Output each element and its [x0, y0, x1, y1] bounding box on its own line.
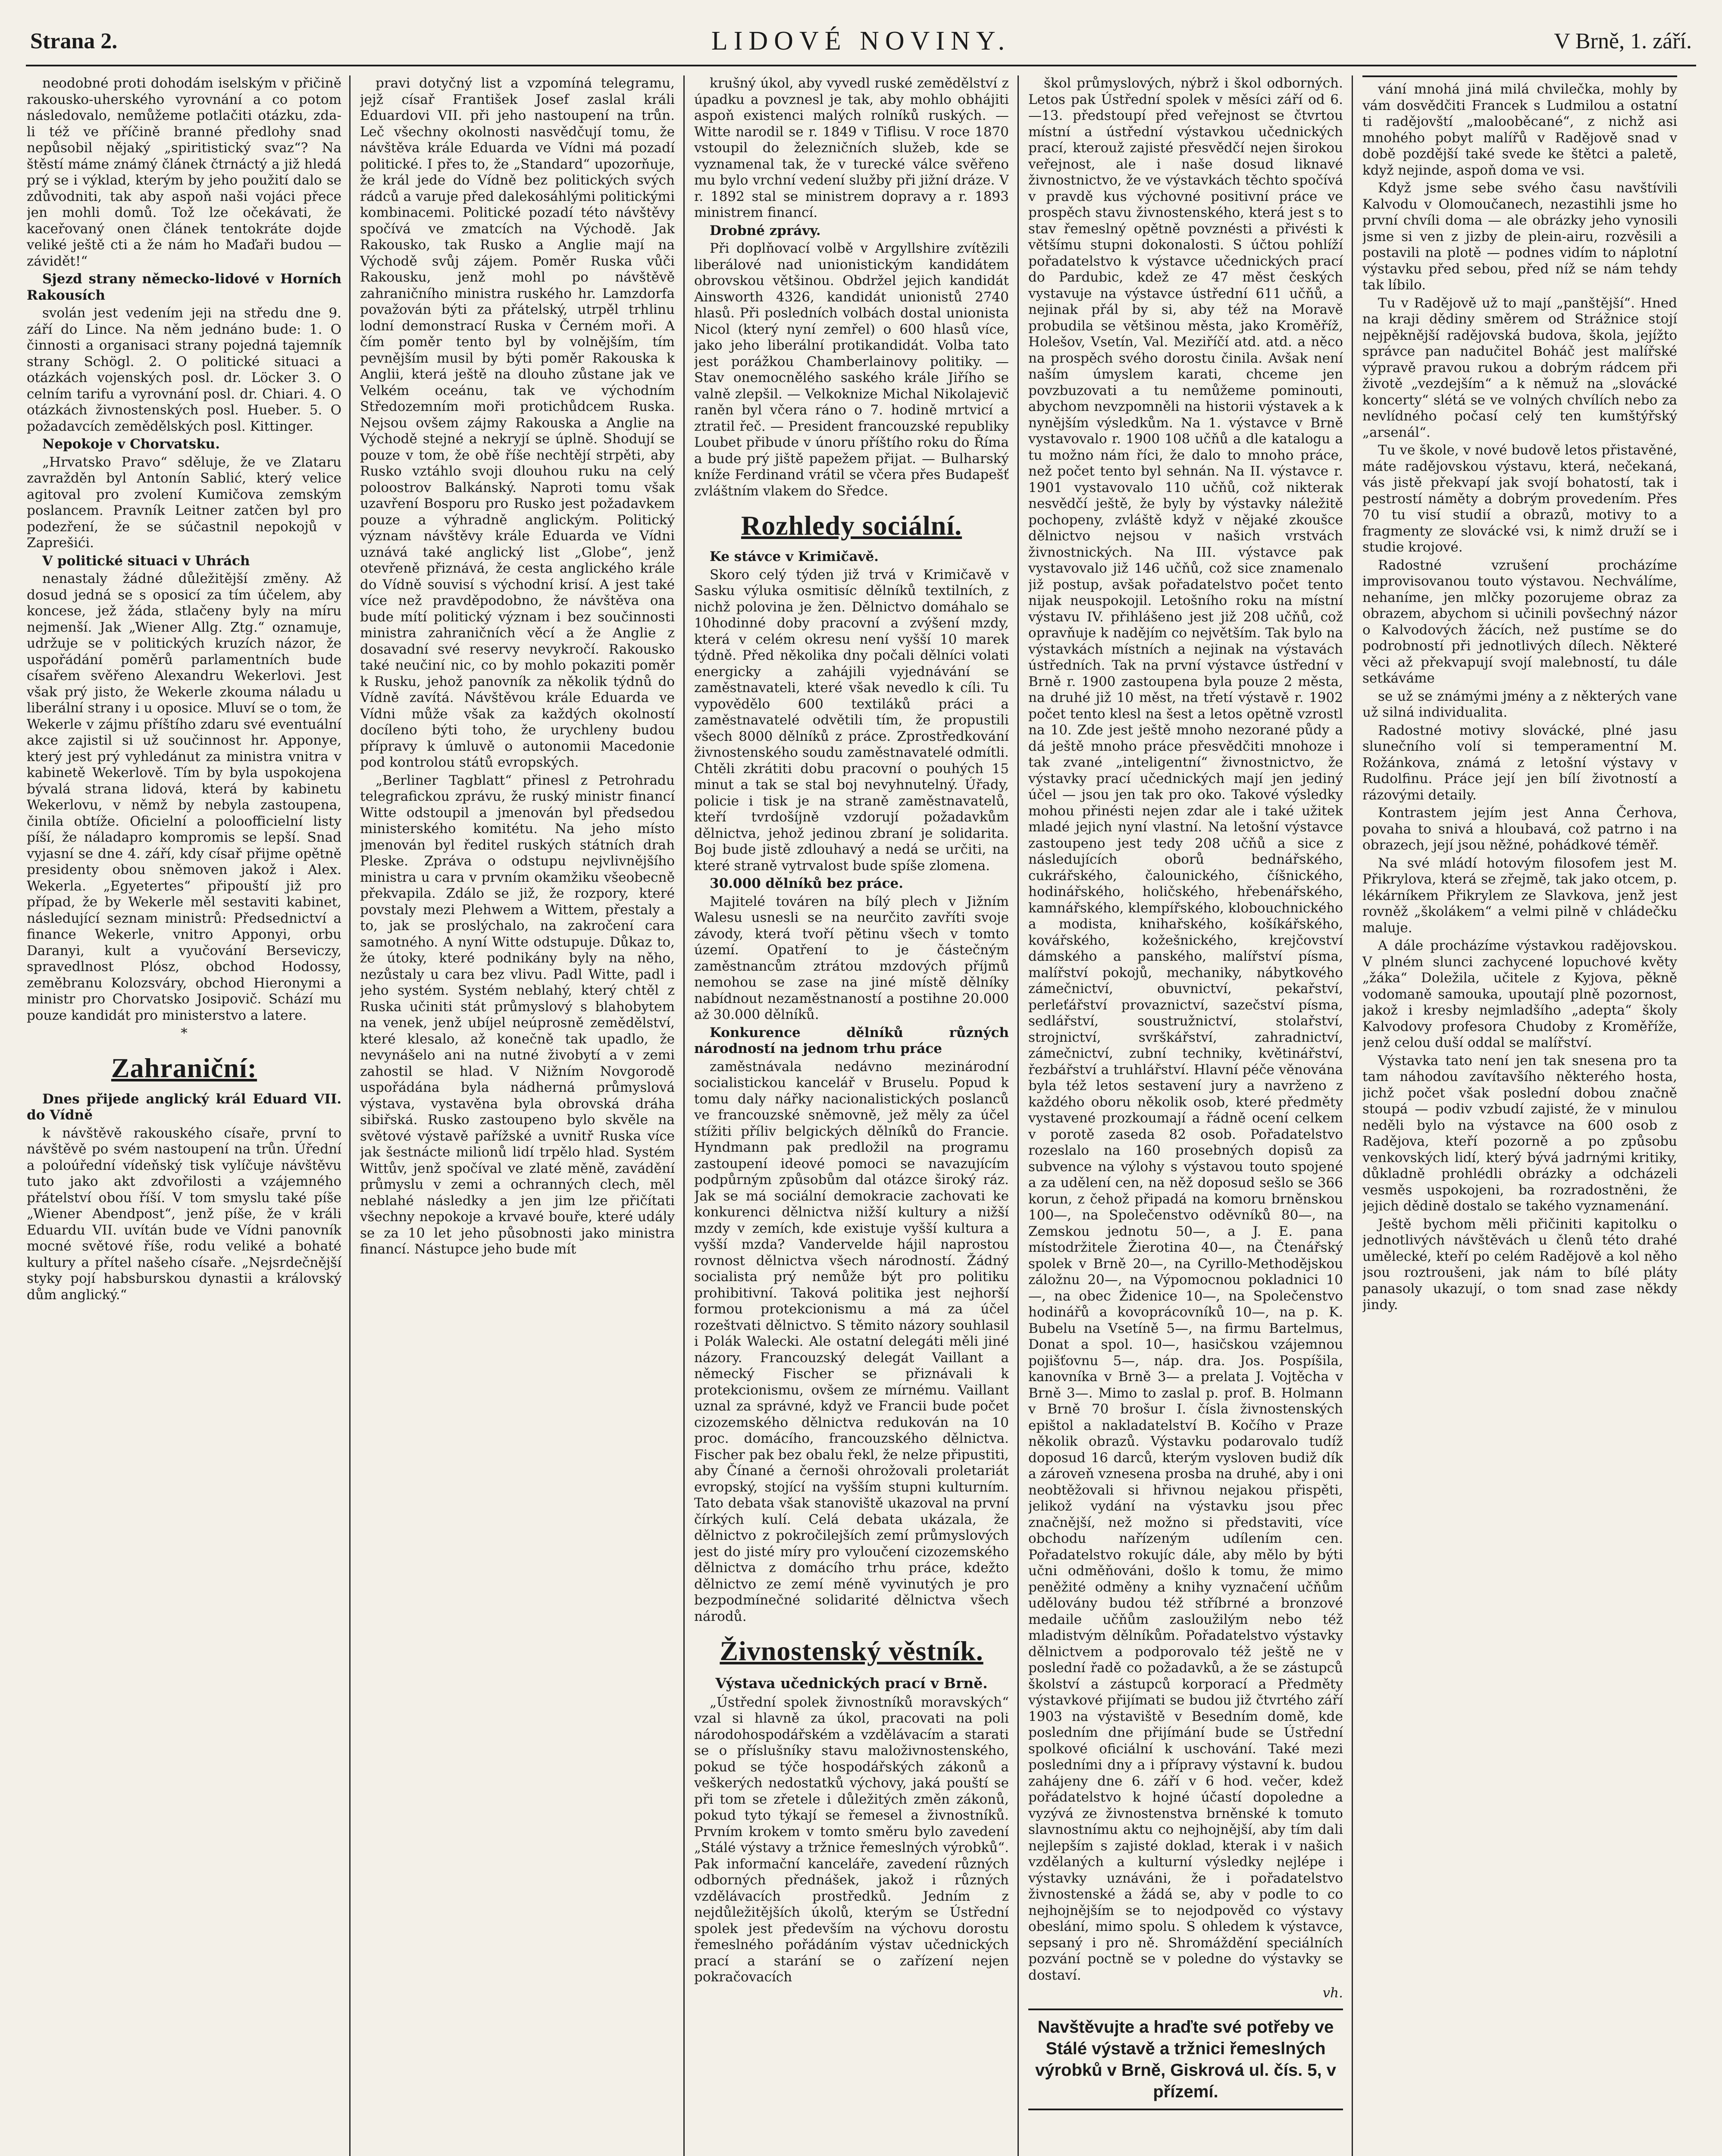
article-text: „Hrvatsko Pravo“ sděluje, že ve Zlataru zavražděn byl Antonín Sablić, který velice agitoval pro zvolení Kumičova zemským poslancem. Pravník Leitner zatčen byl pro podezření, že se súčastnil nepokojů v Zaprešići.: [27, 454, 341, 551]
feuilleton-text: Tu v Radějově už to mají „panštější“. Hned na kraji dědiny směrem od Strážnice stojí nejpěknější radějovská budova, škola, jejížto správce pan nadučitel Boháč jest malířské výpravě pravou rukou a dobrým rádcem při životě „vezdejším“ a k němuž na „slovácké koncerty“ slétá se ve volných chvílích nebo za nevlídného počasí celý ten kumštýřský „arsenál“.: [1362, 295, 1677, 440]
article-headline: Sjezd strany německo-lidové v Horních Rakousích: [27, 271, 341, 303]
section-title-zivnostensky: Živnostenský věstník.: [720, 1636, 983, 1667]
feuilleton-text: Radostné vzrušení procházíme improvisovanou touto výstavou. Nechválíme, nehaníme, jen mlčky pozorujeme obraz za obrazem, abychom si učinili povšechný názor o Kalvodových žácích, než pustíme se do podrobností při jednotlivých dílech. Některé věci až překvapují svojí malebností, tu dále setkáváme: [1362, 557, 1677, 686]
article-text: „Ústřední spolek živnostníků moravských“ vzal si hlavně za úkol, pracovati na poli národohospodářském a vzdělávacím a starati se o příslušníky stavu maloživnostenského, pokud se týče hospodářských zákonů a veškerých nedostatků výchovy, jaká pouští se při tom se zřetele i důležitých změn zákonů, pokud tyto týkají se řemesel a živnostníků. Prvním krokem v tomto směru bylo zavedení „Stálé výstavy a tržnice řemeslných výrobků“. Pak informační kanceláře, zavedení různých odborných přednášek, jakož i různých vzdělávacích prostředků. Jedním z nejdůležitějších úkolů, kterým se Ústřední spolek jest především na výchovu dorostu řemeslného pořádáním výstav učednických prací a starání se o zařízení nejen pokračovacích: [694, 1694, 1009, 1985]
feuilleton-text: Výstavka tato není jen tak snesena pro ta tam náhodou zavítavšího některého hosta, jichž počet však poslední dobou značně stoupá — podiv vzbudí zajisté, že v minulou neděli bylo na výstavce na 600 osob z Radějova, kteří pozorně a po způsobu venkovských lidí, který bývá jadrnými kritiky, důkladně prohlédli obrázky a odcházeli vesměs uspokojeni, ba rozradostněni, že jejich dědině dostalo se takého vyznamenání.: [1362, 1053, 1677, 1214]
article-headline: Drobné zprávy.: [710, 222, 821, 238]
article-text: Majitelé továren na bílý plech v Jižním Walesu usnesli se na neurčito zavříti svoje závody, která tvoří pětinu všech v tomto území. Opatření to je částečným zaměstnancům ztrátou mzdových příjmů nemohou se zase na jiné místě dělníky nabídnout nezaměstnaností a postihne 20.000 až 30.000 dělníků.: [694, 893, 1009, 1023]
column-1: [27, 75, 341, 2156]
article-text: krušný úkol, aby vyvedl ruské zemědělství z úpadku a povznesl je tak, aby mohlo obhájiti aspoň existenci malých rolníků ruských. — Witte narodil se r. 1849 v Tiflisu. V roce 1870 vstoupil do železničních služeb, kde se vyznamenal tak, že v turecké válce svěřeno mu bylo vrchní vedení služby při jižní dráze. V r. 1892 stal se ministrem dopravy a r. 1893 ministrem financí.: [694, 75, 1009, 220]
article-text: škol průmyslových, nýbrž i škol odborných. Letos pak Ústřední spolek v měsíci září od 6.—13. předstoupí před veřejnost se čtvrtou místní a ústřední výstavkou učednických prací, kterouž zajisté přesvědčí nejen širokou veřejnost, ale i naše dosud liknavé živnostnictvo, že ve výstavkách těchto spočívá v pravdě kus výchovné positivní práce ve prospěch stavu živnostenského, která jest s to stav řemeslný opětně povznésti a přivésti k většímu stupni dokonalosti. S účtou pohlíží pořadatelstvo k výstavce učednických prací do Pardubic, kdež ze 47 měst českých vystavuje na výstavce ústřední 611 učňů, a nejinak přál by si, aby též na Moravě probudila se většinou města, jako Kroměříž, Holešov, Vsetín, Val. Meziříčí atd. atd. a něco na prospěch svého dorostu činila. Avšak není naším úmyslem karati, chceme jen povzbuzovati a tu nemůžeme pominouti, abychom nevzpomněli na historii výstavek a k nynějším výsledkům. Na 1. výstavce v Brně vystavovalo r. 1900 108 učňů a dle katalogu a tu možno nám říci, že dalo to mnoho práce, než počet tento byl sehnán. Na II. výstavce r. 1901 vystavovalo 110 učňů, což nikterak nesvědčí ještě, že byly by výstavky náležitě pochopeny, zvláště když v nějaké zkoušce dělnictvo nejsou v našich vrstvách živnostnických. Na III. výstavce pak vystavovalo již 146 učňů, což sice znamenalo již postup, avšak pořadatelstvo počet tento nijak neuspokojil. Letošního roku na místní výstavu IV. přihlášeno jest již 208 učňů, což opravňuje k nadějím co největším. Tak bylo na výstavkách místních a nejinak na výstavách ústředních. Tak na první výstavce ústřední v Brně r. 1900 zastoupena byla pouze 2 města, na druhé již 10 měst, na třetí výstavě r. 1902 počet tento klesl na šest a letos opětně vzrostl na 10. Zde jest ještě mnoho nezorané půdy a dá ještě mnoho práce přesvědčiti mnohoze i tak zvané „inteligentní“ živnostnictvo, že výstavky prací učednických mají jen jediný účel — jsou jen tak pro oko. Takové výsledky mohou přinésti nejen zdar ale i také užitek mladé jejich nyní vlastní. Na letošní výstavce zastoupeno jest tedy 208 učňů a sice z následujících oborů bednářského, cukrářského, čalounického, číšnického, hodinářského, holičského, hřebenářského, kamnářského, klempířského, klobouchnického a modista, knihařského, košíkářského, kovářského, kožešnického, krejčovství dámského a panského, malířství písma, malířství pokojů, mechaniky, nábytkového zámečnictví, obuvnictví, pekařství, perleťářství provaznictví, sazečství písma, sedlářství, soustružnictví, stolařství, strojnictví, svrškářství, zahradnictví, zámečnictví, zubní techniky, květinářství, řezbářství a truhlářství. Hlavní péče věnována byla též letos sestavení jury a navrženo z každého oboru několik osob, které předměty vystavené prozkoumají a řádně ocení celkem v porotě zaseda 82 osob. Pořadatelstvo rozeslalo na 160 prosebných dopisů za subvence na výlohy s výstavou touto spojené a za udělení cen, na něž doposud sešlo se 366 korun, z čehož připadá na komoru brněnskou 100—, na Společenstvo oděvníků 80—, na Zemskou jednotu 50—, a J. E. pana místodržitele Žierotina 40—, na Čtenářský spolek v Brně 20—, na Cyrillo-Methodějskou záložnu 20—, na Výpomocnou pokladnici 10—, na obec Židenice 10—, na Společenstvo hodinářů a kovoprácovníků 10—, na p. K. Bubelu na Vsetíně 5—, na firmu Bartelmus, Donat a spol. 10—, hasičskou vzájemnou pojišťovnu 5—, náp. dra. Jos. Pospíšila, kanovníka v Brně 3— a prelata J. Vojtěcha v Brně 3—. Mimo to zaslal p. prof. B. Holmann v Brně 70 brošur I. čísla živnostenských epištol a nakladatelství B. Kočího v Praze několik obrazů. Výstavku podarovalo tudíž doposud 16 darců, kterým vysloven budiž dík a zároveň vznesena prosba na druhé, aby i oni neobtěžovali si hřivnou nejakou přispěti, jelikož vydání na výstavku jsou přec značnější, než možno si představiti, více obchodu nařízeným udílením cen. Pořadatelstvo rokujíc dále, aby mělo by býti učni odměňováni, došlo k tomu, že mimo peněžité odměny a knihy vyznačení učňům udělovány budou též stříbrné a bronzové medaile učňům zasloužilým nebo též mladistvým dělníkům. Pořadatelstvo výstavky dělnictvem a podporovalo též ještě ne v poslední řadě co požadavků, a že se zástupců školství a zástupců korporací a Předměty výstavkové přijímati se budou již čtvrtého září 1903 na výstaviště v Besedním domě, kde posledním dne přijímání bude se Ústřední spolkové oficiální k uschování. Také mezi posledními dny a i přípravy výstavní k. budou zahájeny dne 6. září v 6 hod. večer, kdež pořádatelstvo k hojné účastí dopoledne a vyzývá ze živnostenstva brněnské k tomuto slavnostnímu aktu co nejhojnější, aby tím dali nejlepším s zajisté doklad, kterak i v našich vzdělaných a kulturní výsledky nejlépe i výstavky uznáváni, že i pořadatelstvo živnostenské a žádá se, aby v podle to co nejhojnějším se to nejodpověd co výstavy obeslání, mimo spolu. S ohledem k výstavce, sepsaný i pro ně. Shromáždění speciálních pozvání poctně se v poledne do výstavky se dostaví.: [1028, 75, 1343, 1983]
feuilleton-text: Radostné motivy slovácké, plné jasu slunečního volí si temperamentní M. Rožánkova, známá z letošní výstavy v Rudolfinu. Práce její jen bílí životností a rázovými detaily.: [1362, 722, 1677, 803]
page-header: [26, 17, 1696, 66]
column-rule: [349, 75, 351, 2156]
newspaper-title: LIDOVÉ NOVINY.: [711, 26, 1011, 56]
column-5-feuilleton: [1362, 75, 1677, 2156]
column-rule: [683, 75, 685, 2156]
column-rule: [1018, 75, 1019, 2156]
article-headline: Konkurence dělníků různých národností na jednom trhu práce: [694, 1025, 1009, 1057]
feuilleton-text: Tu ve škole, v nové budově letos přistavěné, máte radějovskou výstavu, která, nečekaná, vás jistě překvapí jak svojí bohatostí, tak i pestrostí náměty a dobrým provedením. Přes 70 tu visí studií a obrazů, motivy to a fragmenty ze slovácké vsi, k nimž druží se i studie krojové.: [1362, 442, 1677, 555]
article-text: zaměstnávala nedávno mezinárodní socialistickou kancelář v Bruselu. Popud k tomu daly nářky nacionalistických poslanců ve francouzské sněmovně, jež měly za účel stížiti příliv belgických dělníků do Francie. Hyndmann pak predložil na programu zastoupení ideové pomoci se navazujícím podpůrným způsobům dal otázce široký ráz. Jak se má sociální demokracie zachovati ke konkurenci dělnictva nižší kultury a nižší mzdy v zemích, kde existuje vyšší kultura a vyšší mzda? Vandervelde hájil naprostou rovnost dělnictva všech národností. Žádný socialista prý nemůže být pro politiku prohibitivní. Taková politika jest nejhorší formou protekcionismu a má za účel rozeštvati dělnictvo. S těmito názory souhlasil i Polák Walecki. Ale ostatní delegáti měli jiné názory. Francouzský delegát Vaillant a německý Fischer se přiznávali k protekcionismu, ovšem ze mírnému. Vaillant uznal za správné, když ve Francii bude počet cizozemského dělnictva redukován na 10 proc. domácího, francouzského dělnictva. Fischer pak bez obalu řekl, že nelze připustiti, aby Čínané a černoši ohrožovali proletariát evropský, stojící na vyšším stupni kulturním. Tato debata však stanoviště ukazoval na první čírkých kulí. Celá debata ukázala, že dělnictvo z pokročilejších zemí průmyslových jest do jisté míry pro vyloučení cizozemského dělnictva z domácího trhu práce, kdežto dělnictvo ze zemí méně vyvinutých je pro bezpodmínečné solidarité dělnictva všech národů.: [694, 1059, 1009, 1624]
feuilleton-text: Kontrastem jejím jest Anna Čerhova, povaha to snivá a hloubavá, což patrno i na obrazech, její jsou něžné, pohádkové téměř.: [1362, 805, 1677, 853]
author-signature: vh.: [1322, 1985, 1343, 2001]
article-headline: 30.000 dělníků bez práce.: [710, 876, 904, 892]
article-headline: V politické situaci v Uhrách: [42, 553, 250, 569]
section-title-rozhledy: Rozhledy sociální.: [741, 510, 962, 541]
dateline: V Brně, 1. září.: [1554, 29, 1692, 53]
article-text: pravi dotyčný list a vzpomíná telegramu, jejž císař František Josef zaslal králi Eduardovi VII. při jeho nastoupení na trůn. Leč všechny okolnosti nasvědčují tomu, že návštěva krále Eduarda ve Vídni má pozadí politické. I přes to, že „Standard“ upozorňuje, že král jede do Vídně bez politických svých rádců a varuje před dalekosáhlými politickými kombinacemi. Politické pozadí této návštěvy spočívá ve zmatcích na Východě. Jak Rakousko, tak Rusko a Anglie mají na Východě svůj zájem. Poměr Ruska vůči Rakousku, jenž mohl po návštěvě zahraničního ministra ruského hr. Lamzdorfa považován býti za přátelský, utrpěl trhlinu lodní demonstrací Ruska v Černém moři. A čím poměr tento byl by volnějším, tím pevnějším musil by býti poměr Rakouska k Anglii, která ještě na dlouho zůstane jak ve Velkém oceánu, tak ve východním Středozemním moři protichůdcem Ruska. Nejsou ovšem zájmy Rakouska a Anglie na Východě stejné a nekryjí se úplně. Shodují se pouze v tom, že obě říše nechtějí strpěti, aby Rusko vztáhlo svoji dlouhou ruku na celý poloostrov Balkánský. Naproti tomu však uzavření Bosporu pro Rusko jest požadavkem pouze a výhradně anglickým. Politický význam návštěvy krále Eduarda ve Vídni uznává také anglický list „Globe“, jenž otevřeně přiznává, že cesta anglického krále do Vídně souvisí s východní krisí. A jest také více než pravděpodobno, že návštěva ona bude mítí politický význam i bez součinnosti ministra zahraničních věcí a že Anglie z dosavadní své reservy nevykročí. Rakousko také neučiní nic, co by mohlo pokaziti poměr k Rusku, jehož panovník za několik týdnů do Vídně zavítá. Návštěvou krále Eduarda ve Vídni může však za každých okolností docíleno býti toho, že urychleny budou přípravy k úmluvě o autonomii Macedonie pod kontrolou států evropských.: [360, 75, 675, 770]
article-text: nenastaly žádné důležitější změny. Až dosud jedná se s oposicí za tím účelem, aby koncese, jež žáda, stlačeny byly na míru nejmenší. Jak „Wiener Allg. Ztg.“ oznamuje, udržuje se v politických kruzích názor, že uspořádání poměrů parlamentních bude císařem svěřeno Alexandru Wekerlovi. Jest však prý jisto, že Wekerle zkouma náladu u liberální strany i u oposice. Mluví se o tom, že Wekerle v zájmu příštího zdaru své eventuální akce zajistil si už součinnost hr. Apponye, který jest prý vyhledánut za ministra vnitra v kabinetě Wekerlově. Tím by byla uspokojena bývalá strana lidová, která by kabinetu Wekerlovu, v němž by nebyla zastoupena, činila obtíže. Oficielní a poloofficielní listy píší, že náladapro kompromis se lepší. Snad vyjasní se dne 4. září, kdy císař přijme opětně presidenty obou sněmoven jakož i Alex. Wekerla. „Egyetertes“ připouští již pro případ, že by Wekerle měl sestaviti kabinet, následující seznam ministrů: Předsednictví a finance Wekerle, vnitro Apponyi, orbu Daranyi, kult a vyučování Berseviczy, spravedlnost Plósz, obchod Hodossy, zeměbranu Kolozsváry, obchod Hieronymi a ministr pro Chorvatsko Josipovič. Schází mu pouze kandidát pro ministerstvo a latere.: [27, 571, 341, 1023]
article-text: „Berliner Tagblatt“ přinesl z Petrohradu telegrafickou zprávu, že ruský ministr financí Witte odstoupil a jmenován byl předsedou ministerského komitétu. Na jeho místo jmenován byl ředitel ruských státních drah Pleske. Zpráva o odstupu nejvlivnějšího ministra u cara v prvním okamžiku všeobecně překvapila. Zdálo se již, že rozpory, které povstaly mezi Plehwem a Wittem, přestaly a to, jak se prosl͏ýchalo, na zakročení cara samotného. A nyní Witte odstupuje. Důkaz to, že útoky, které podnikány byly na něho, nezůstaly u cara bez vlivu. Padl Witte, padl i jeho systém. Systém neblahý, který chtěl z Ruska učiniti stát průmyslový s blahobytem na venek, jenž ubíjel neúprosně zemědělství, které klesalo, až konečně tak upadlo, že nevynášelo ani na nutné živobytí a v zemi zahostil se hlad. V Nižním Novgorodě uspořádána byla nádherná průmyslová výstava, vystavěna byla obrovská dráha sibiřská. Rusko zastoupeno bylo skvěle na světové výstavě pařížské a uvnitř Ruska více jak šestnácte milionů lidí trpělo hlad. Systém Wittův, jenž spočíval ve zlaté měně, zavádění průmyslu v zemi a ochranných clech, měl neblahé následky a jen jim lze přičítati všechny nepokoje a krvavé bouře, které udály se za 10 let jeho působnosti jako ministra financí. Nástupce jeho bude mít: [360, 772, 675, 1257]
advertisement: Navštěvujte a hraďte své potřeby ve Stálé výstavě a tržnici řemeslných výrobků v Brně, Giskrová ul. čís. 5, v přízemí.: [1028, 2009, 1343, 2110]
feuilleton-text: Na své mládí hotovým filosofem jest M. Přikrylova, která se zřejmě, tak jako otcem, p. lékárníkem Přikrylem ze Slavkova, jenž jest rovněž „školákem“ a velmi pilně v chládečku maluje.: [1362, 855, 1677, 936]
feuilleton-text: Ještě bychom měli přičiniti kapitolku o jednotlivých návštěvách u členů této drahé umělecké, kteří po celém Radějově a kol něho jsou roztroušeni, jak nám to bílé pláty panasoly ukazují, o tom snad zase někdy jindy.: [1362, 1216, 1677, 1313]
article-text: svolán jest vedením jeji na středu dne 9. září do Lince. Na něm jednáno bude: 1. O činnosti a organisaci strany pojedná tajemník strany Schögl. 2. O politické situaci a otázkách vojenských posl. dr. Löcker 3. O celním tarifu a vyrovnání posl. dr. Chiari. 4. O otázkách živnostenských posl. Hueber. 5. O požadavcích zemědělských posl. Kittinger.: [27, 305, 341, 434]
page-number: Strana 2.: [30, 29, 118, 53]
column-4: [1028, 75, 1343, 2156]
article-text: k návštěvě rakouského císaře, první to návštěvě po svém nastoupení na trůn. Úřední a poloúřední vídeňský tisk vylíčuje návštěvu tuto jako akt zdvořilosti a vzájemného přátelství obou říší. V tom smyslu také píše „Wiener Abendpost“, jenž píše, že v králi Eduardu VII. uvítán bude ve Vídni panovník mocné světové říše, rodu veliké a bohaté kultury a přítel našeho císaře. „Nejsrdečnější styky pojí habsburskou dynastii a královský dům anglický.“: [27, 1125, 341, 1303]
article-text: neodobné proti dohodám iselským v přičině rakousko-uherského vyrovnání a co potom následovalo, nemůžeme potlačiti otázku, zda-li též ve příčině branné předlohy snad nepůsobil nějaký „spiritistický svaz“? Na štěstí máme známý článek čtrnáctý a již hledá prý se i výklad, kterým by jeho použití dalo se zdůvodniti, tak aby aspoň naši vojáci přece jen mohli domů. Tož lze očekávati, že kaceřovaný onen článek tentokráte dojde veliké ještě cti a že nám ho Maďaři budou — závidět!“: [27, 75, 341, 269]
article-text: Skoro celý týden již trvá v Krimičavě v Sasku výluka osmitisíc dělníků textilních, z nichž polovina je žen. Dělnictvo domáhalo se 10hodinné doby pracovní a zvýšení mzdy, která v celém okresu není vyšší 10 marek týdně. Před několika dny počali dělníci volati energicky a zahájili vyjednávání se zaměstnavateli, které však nevedlo k cíli. Tu vypovědělo 600 textiláků práci a zaměstnavatelé odvětili tím, že propustili všech 8000 dělníků z práce. Zprostředkování živnostenského soudu zaměstnavatelé odmítli. Chtěli zkrátiti dobu pracovní o pouhých 15 minut a tak se stal boj nevyhnutelný. Úřady, policie i tisk je na straně zaměstnavatelů, kteří tvrdošíjně vzdorují požadavkům dělnictva, jehož jedinou zbraní je solidarita. Boj bude jistě zdlouhavý a nedá se určiti, na které straně vytrvalost bude spíše zlomena.: [694, 567, 1009, 874]
column-2: [360, 75, 675, 2156]
feuilleton-text: vání mnohá jiná milá chvilečka, mohly by vám dosvědčiti Francek s Ludmilou a ostatní ti radějovští „malooběcané“, z nichž asi mnohého pobyt malířů v Radějově snad v době pozdější také svede ke štětci a paletě, když nejinde, aspoň doma ve vsi.: [1362, 81, 1677, 178]
article-headline: Výstava učednických prací v Brně.: [715, 1674, 988, 1692]
article-text: Při doplňovací volbě v Argyllshire zvítězili liberálové nad unionistickým kandidátem obrovskou většinou. Obdržel jejich kandidát Ainsworth 4326, kandidát unionistů 2740 hlasů. Při posledních volbách dostal unionista Nicol (který nyní zemřel) o 600 hlasů více, jako jeho liberální protikandidát. Volba tato jest porážkou Chamberlainovy politiky. — Stav onemocnělého saského krále Jiřího se valně zlepšil. — Velkoknize Michal Nikolajevič raněn byl včera ráno o 7. hodině mrtvicí a ztratil řeč. — President francouzské republiky Loubet přibude v únoru příštího roku do Říma a bude prý jiště papežem přijat. — Bulharský kníže Ferdinand vrátil se včera přes Budapešť zvláštním vlakem do Sředce.: [694, 241, 1009, 499]
separator-star: *: [181, 1025, 188, 1041]
article-headline: Ke stávce v Krimičavě.: [710, 549, 879, 565]
column-rule: [1352, 75, 1353, 2156]
article-headline: Dnes přijede anglický král Eduard VII. do Vídně: [27, 1091, 341, 1123]
section-title-zahranicni: Zahraniční:: [111, 1052, 257, 1083]
column-3: [694, 75, 1009, 2156]
article-headline: Nepokoje v Chorvatsku.: [42, 436, 220, 452]
feuilleton-text: Když jsme sebe svého času navštívili Kalvodu v Olomoučanech, nezastihli jsme ho první chvíli doma — ale obrázky jeho vynosili jsme si ven z jizby de plein-airu, rozvěsili a postavili na plotě — podnes vidím to náplotní výstavku před sebou, před níž se nám tehdy tak líbilo.: [1362, 180, 1677, 293]
feuilleton-text: se už se známými jmény a z některých vane už silná individualita.: [1362, 688, 1677, 720]
feuilleton-text: A dále procházíme výstavkou radějovskou. V plném slunci zachycené lopuchové květy „žáka“ Doležila, učitele z Kyjova, pěkně vodomaně samouka, upoutají plně pozornost, jakož i kresby nejmladšího „adepta“ školy Kalvodovy profesora Chudoby z Kroměříže, jenž celou duší oddal se malířství.: [1362, 938, 1677, 1050]
